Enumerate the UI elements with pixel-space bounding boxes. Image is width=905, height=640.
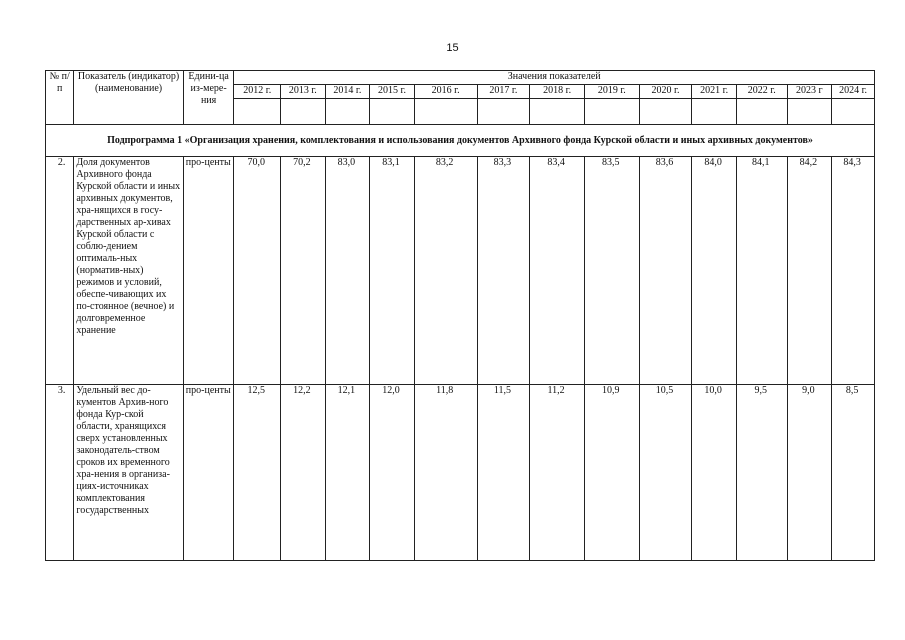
row-value: 70,2 bbox=[281, 157, 326, 385]
row-unit: про-центы bbox=[183, 157, 234, 385]
row-indicator: Удельный вес до-кументов Архив-ного фонда Кур-ской области, хранящихся сверх установленных законодатель-ством сроков их временного хра-нения в организа-циях-источниках комплектования государственных bbox=[74, 385, 183, 561]
page-number: 15 bbox=[446, 42, 459, 54]
row-value: 84,0 bbox=[692, 157, 737, 385]
year-header: 2020 г. bbox=[639, 85, 692, 99]
row-value: 11,5 bbox=[477, 385, 530, 561]
row-value: 10,9 bbox=[584, 385, 639, 561]
header-row-top bbox=[46, 71, 875, 85]
year-header: 2014 г. bbox=[325, 85, 370, 99]
col-number-header: № п/п bbox=[46, 71, 74, 125]
row-value: 83,4 bbox=[530, 157, 585, 385]
row-value: 83,6 bbox=[639, 157, 692, 385]
year-header: 2017 г. bbox=[477, 85, 530, 99]
row-number: 3. bbox=[46, 385, 74, 561]
row-value: 84,2 bbox=[787, 157, 832, 385]
year-header: 2018 г. bbox=[530, 85, 585, 99]
subprogram-title: Подпрограмма 1 «Организация хранения, комплектования и использования документов Архивного фонда Курской области и иных архивных документов» bbox=[46, 125, 875, 157]
row-value: 10,5 bbox=[639, 385, 692, 561]
row-value: 9,0 bbox=[787, 385, 832, 561]
row-value: 11,8 bbox=[414, 385, 477, 561]
year-header: 2015 г. bbox=[370, 85, 415, 99]
row-value: 11,2 bbox=[530, 385, 585, 561]
row-value: 83,1 bbox=[370, 157, 415, 385]
year-header: 2024 г. bbox=[832, 85, 875, 99]
col-values-header: Значения показателей bbox=[234, 71, 875, 85]
row-value: 84,1 bbox=[736, 157, 787, 385]
col-indicator-header: Показатель (индикатор) (наименование) bbox=[74, 71, 183, 125]
year-header: 2022 г. bbox=[736, 85, 787, 99]
row-value: 70,0 bbox=[234, 157, 281, 385]
year-header: 2013 г. bbox=[281, 85, 326, 99]
row-value: 83,5 bbox=[584, 157, 639, 385]
row-indicator: Доля документов Архивного фонда Курской области и иных архивных документов, хра-нящихся в госу-дарственных ар-хивах Курской области с соблю-дением оптималь-ных (норматив-ных) режимов и условий, обеспе-чивающих их по-стоянное (вечное) и долговременное хранение bbox=[74, 157, 183, 385]
year-header: 2021 г. bbox=[692, 85, 737, 99]
table-row bbox=[46, 157, 875, 385]
row-value: 83,3 bbox=[477, 157, 530, 385]
row-value: 84,3 bbox=[832, 157, 875, 385]
row-value: 83,0 bbox=[325, 157, 370, 385]
table-row bbox=[46, 385, 875, 561]
row-value: 12,1 bbox=[325, 385, 370, 561]
year-header: 2016 г. bbox=[414, 85, 477, 99]
year-header: 2012 г. bbox=[234, 85, 281, 99]
row-value: 83,2 bbox=[414, 157, 477, 385]
row-value: 12,5 bbox=[234, 385, 281, 561]
indicators-table bbox=[45, 70, 875, 561]
row-value: 10,0 bbox=[692, 385, 737, 561]
year-header: 2023 г bbox=[787, 85, 832, 99]
row-value: 12,2 bbox=[281, 385, 326, 561]
row-value: 12,0 bbox=[370, 385, 415, 561]
year-header: 2019 г. bbox=[584, 85, 639, 99]
col-unit-header: Едини-ца из-мере-ния bbox=[183, 71, 234, 125]
row-value: 8,5 bbox=[832, 385, 875, 561]
row-unit: про-центы bbox=[183, 385, 234, 561]
row-number: 2. bbox=[46, 157, 74, 385]
subprogram-row bbox=[46, 125, 875, 157]
row-value: 9,5 bbox=[736, 385, 787, 561]
